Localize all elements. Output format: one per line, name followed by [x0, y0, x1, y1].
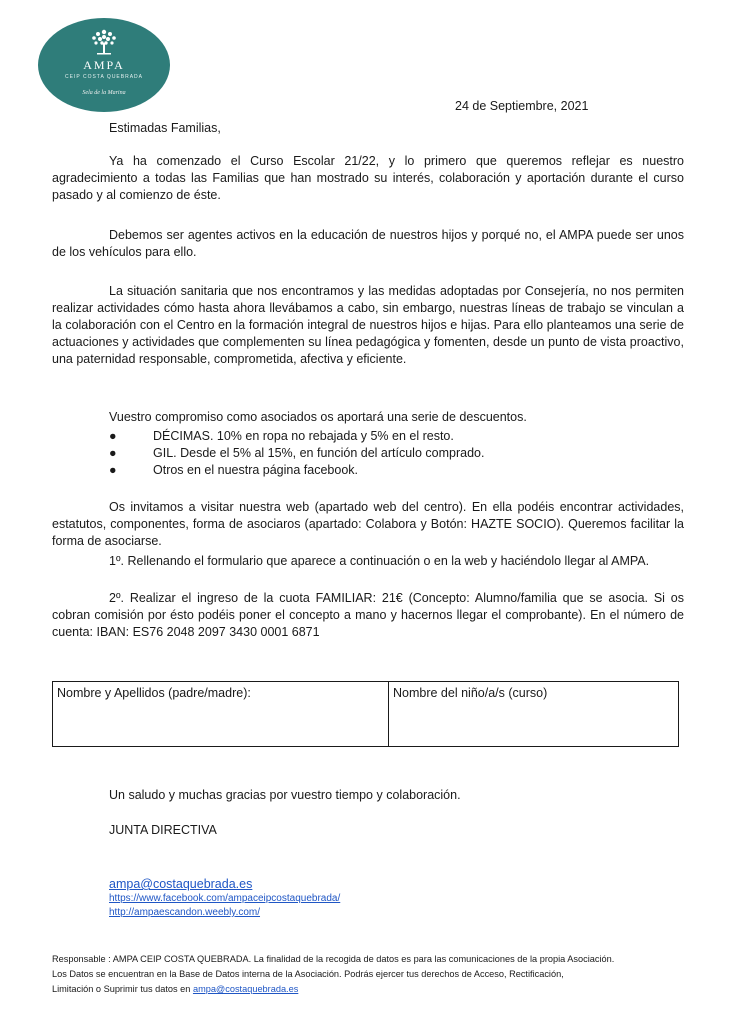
paragraph-intro: Ya ha comenzado el Curso Escolar 21/22, y lo primero que queremos reflejar es nuestro agradecimiento a todas las Familias que han mostrado su interés, colaboración y aportación durante el curso pasado y al comienzo de éste.: [52, 154, 684, 202]
salutation: Estimadas Familias,: [109, 121, 221, 135]
child-name-label: Nombre del niño/a/s (curso): [393, 686, 548, 700]
list-item-text: GIL. Desde el 5% al 15%, en función del artículo comprado.: [153, 446, 485, 460]
registration-form-table: [52, 681, 679, 747]
bullet-icon: ●: [109, 463, 117, 477]
discount-list: [109, 428, 684, 479]
footer-line-prefix: Limitación o Suprimir tus datos en: [52, 984, 191, 994]
form-divider: [388, 682, 389, 746]
bullet-icon: ●: [109, 446, 117, 460]
paragraph-situation: La situación sanitaria que nos encontramos y las medidas adoptadas por Consejería, no nos permiten realizar actividades cómo hasta ahora llevábamos a cabo, sin embargo, nuestras líneas de trabajo se vinculan a la colaboración con el Centro en la formación integral de nuestros hijos e hijas. Para ello planteamos una serie de actuaciones y actividades que complementen su línea pedagógica y fomenten, desde un punto de vista proactivo, una paternidad responsable, comprometida, afectiva y eficiente.: [52, 284, 684, 366]
paragraph-commitment: Vuestro compromiso como asociados os aportará una serie de descuentos.: [109, 410, 527, 424]
footer-email-link[interactable]: ampa@costaquebrada.es: [192, 984, 299, 994]
facebook-link[interactable]: https://www.facebook.com/ampaceipcostaquebrada/: [109, 893, 341, 904]
weebly-link[interactable]: http://ampaescandon.weebly.com/: [109, 907, 261, 918]
paragraph-step-one: 1º. Rellenando el formulario que aparece a continuación o en la web y haciéndolo llegar al AMPA.: [109, 554, 650, 568]
ampa-logo: [38, 18, 170, 112]
signature: JUNTA DIRECTIVA: [109, 823, 217, 837]
logo-subtitle: CEIP COSTA QUEBRADA: [65, 74, 143, 80]
closing-text: Un saludo y muchas gracias por vuestro tiempo y colaboración.: [109, 788, 461, 802]
privacy-footer: [52, 952, 692, 997]
email-link[interactable]: ampa@costaquebrada.es: [109, 877, 253, 891]
paragraph-step-two: 2º. Realizar el ingreso de la cuota FAMILIAR: 21€ (Concepto: Alumno/familia que se asocia. Si os cobran comisión por ésto podéis poner el concepto a mano y hacernos llegar el comprobante). En el número de cuenta: IBAN: ES76 2048 2097 3430 0001 6871: [52, 591, 684, 639]
bullet-icon: ●: [109, 429, 117, 443]
paragraph-website: Os invitamos a visitar nuestra web (apartado web del centro). En ella podéis encontrar actividades, estatutos, componentes, forma de asociaros (apartado: Colabora y Botón: HAZTE SOCIO). Queremos facilitar la forma de asociarse.: [52, 500, 684, 548]
list-item: [109, 428, 684, 445]
tree-icon: [88, 27, 120, 57]
list-item-text: DÉCIMAS. 10% en ropa no rebajada y 5% en el resto.: [153, 429, 454, 443]
list-item: [109, 462, 684, 479]
logo-script-text: Sela de la Marina: [82, 90, 126, 96]
parent-name-label: Nombre y Apellidos (padre/madre):: [57, 686, 251, 700]
list-item-text: Otros en el nuestra página facebook.: [153, 463, 358, 477]
footer-line: Responsable : AMPA CEIP COSTA QUEBRADA. La finalidad de la recogida de datos es para las comunicaciones de la propia Asociación.: [52, 954, 615, 964]
logo-title: AMPA: [83, 58, 125, 72]
letter-date: 24 de Septiembre, 2021: [455, 99, 589, 113]
list-item: [109, 445, 684, 462]
paragraph-agents: Debemos ser agentes activos en la educación de nuestros hijos y porqué no, el AMPA puede ser unos de los vehículos para ello.: [52, 228, 684, 259]
footer-line: [52, 982, 692, 997]
footer-line: Los Datos se encuentran en la Base de Datos interna de la Asociación. Podrás ejercer tus derechos de Acceso, Rectificación,: [52, 969, 564, 979]
